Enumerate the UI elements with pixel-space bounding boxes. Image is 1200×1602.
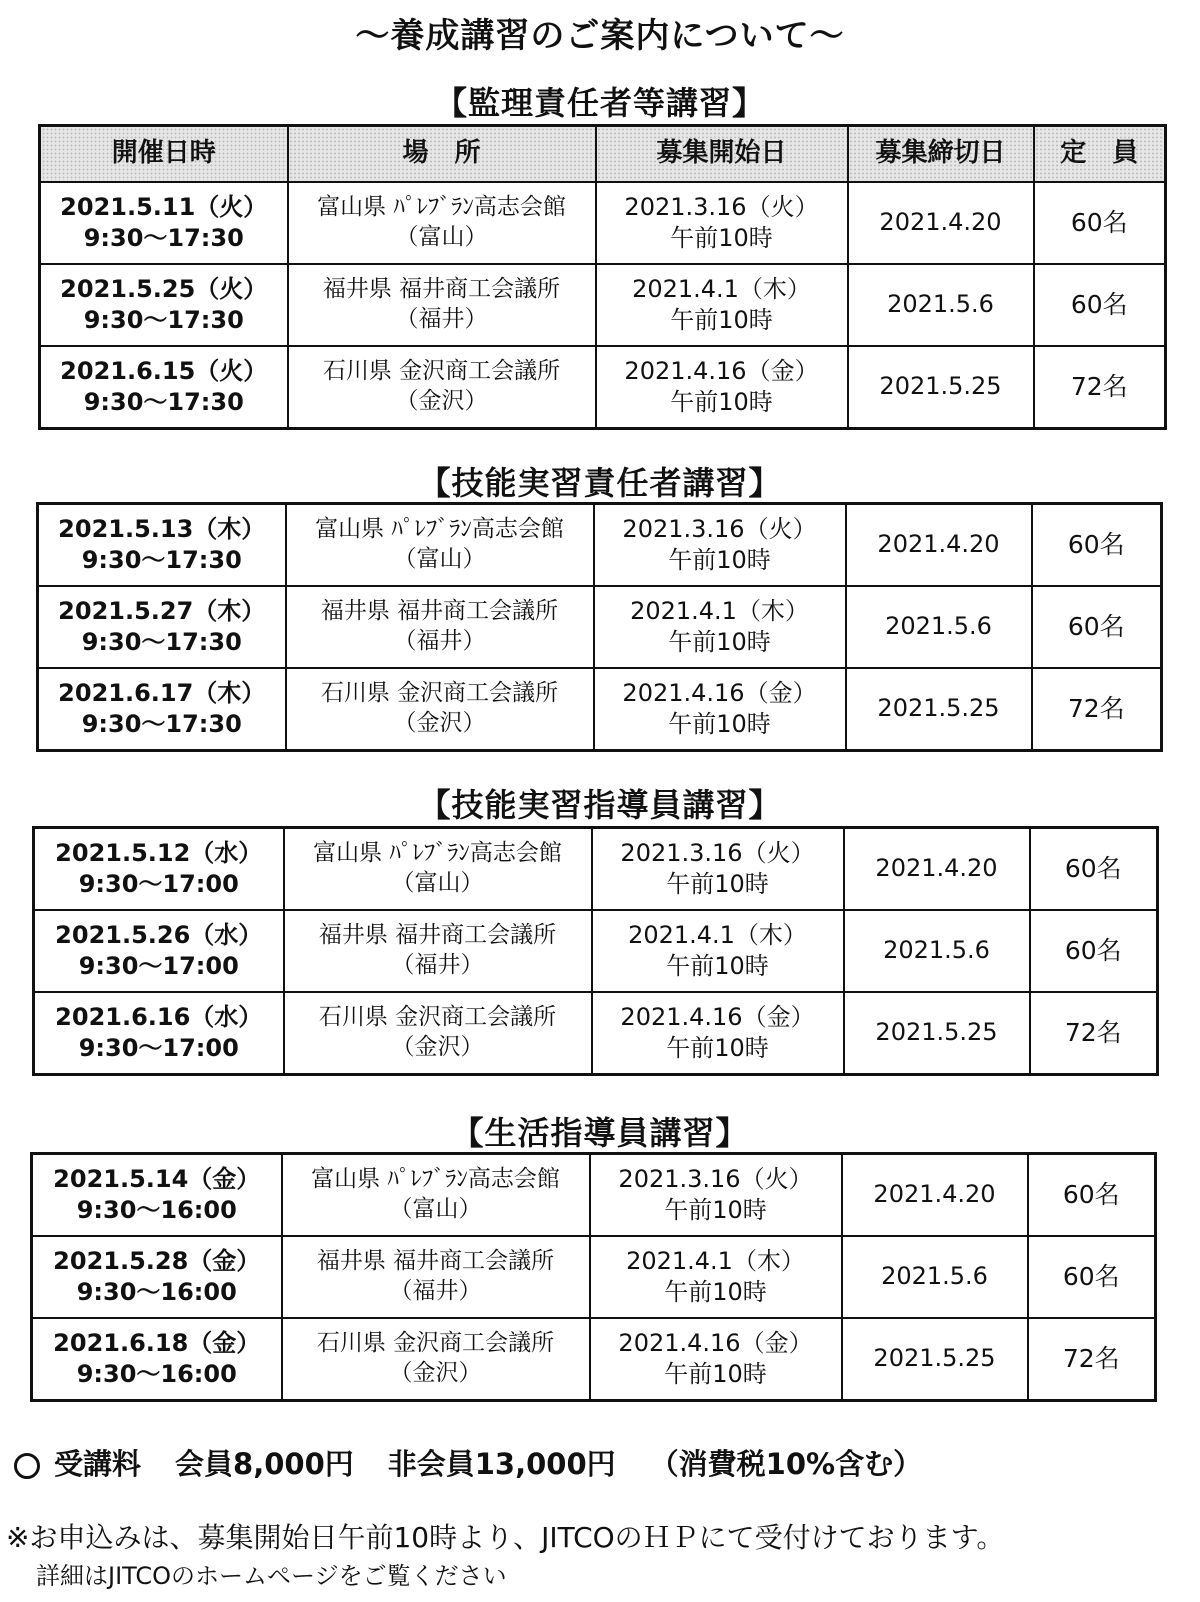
venue-text: 石川県 金沢商工会議所 (316, 1330, 555, 1357)
header-start: 募集開始日 (596, 126, 848, 183)
date-cell (40, 182, 288, 264)
date-text: 2021.6.17（木） (58, 678, 266, 707)
time-text: 9:30〜17:30 (81, 628, 242, 656)
table-row (38, 586, 1162, 668)
venue-text: 富山県 ﾊﾟﾚﾌﾞﾗﾝ高志会館 (313, 840, 562, 867)
date-cell (32, 1318, 282, 1401)
capacity-cell: 72名 (1030, 992, 1158, 1075)
start-date-text: 2021.4.16（金） (618, 1328, 813, 1357)
table-row (32, 1154, 1156, 1237)
start-cell (594, 586, 846, 668)
date-text: 2021.5.27（木） (58, 596, 266, 625)
start-cell (596, 182, 848, 264)
schedule-table (38, 124, 1167, 430)
place-cell (286, 668, 594, 751)
start-cell (590, 1236, 842, 1318)
date-cell (34, 992, 284, 1075)
start-cell (592, 910, 844, 992)
place-cell (288, 346, 596, 429)
time-text: 9:30〜17:30 (81, 546, 242, 574)
deadline-cell: 2021.5.25 (844, 992, 1030, 1075)
deadline-cell: 2021.4.20 (848, 182, 1034, 264)
fee-line (10, 1442, 1190, 1483)
venue-text: 富山県 ﾊﾟﾚﾌﾞﾗﾝ高志会館 (317, 194, 566, 221)
capacity-cell: 60名 (1032, 504, 1162, 587)
capacity-cell: 60名 (1030, 910, 1158, 992)
place-cell (288, 264, 596, 346)
start-date-text: 2021.3.16（火） (622, 514, 817, 543)
place-cell (284, 828, 592, 911)
start-time-text: 午前10時 (668, 628, 771, 656)
city-text: （金沢） (389, 1360, 482, 1386)
date-text: 2021.5.11（火） (60, 192, 268, 221)
start-cell (594, 504, 846, 587)
start-time-text: 午前10時 (670, 306, 773, 334)
city-text: （金沢） (391, 1034, 484, 1060)
date-text: 2021.6.18（金） (53, 1328, 261, 1357)
table-row (32, 1318, 1156, 1401)
start-date-text: 2021.4.1（木） (626, 1246, 805, 1275)
capacity-cell: 60名 (1028, 1236, 1156, 1318)
fee-label: 受講料 (54, 1447, 142, 1481)
time-text: 9:30〜16:00 (76, 1278, 237, 1306)
venue-text: 福井県 福井商工会議所 (322, 276, 561, 303)
page-title: 〜養成講習のご案内について〜 (355, 16, 845, 56)
date-text: 2021.5.13（木） (58, 514, 266, 543)
city-text: （富山） (395, 224, 488, 250)
fee-member: 会員8,000円 (175, 1447, 354, 1481)
place-cell (284, 910, 592, 992)
fee-nonmember: 非会員13,000円 (387, 1447, 616, 1481)
date-cell (34, 910, 284, 992)
capacity-cell: 72名 (1034, 346, 1166, 429)
section-title: 【技能実習責任者講習】 (418, 464, 782, 502)
start-date-text: 2021.4.16（金） (622, 678, 817, 707)
time-text: 9:30〜17:30 (83, 306, 244, 334)
date-cell (38, 668, 286, 751)
start-time-text: 午前10時 (670, 388, 773, 416)
start-date-text: 2021.3.16（火） (624, 192, 819, 221)
date-text: 2021.5.12（水） (55, 838, 263, 867)
deadline-cell: 2021.4.20 (842, 1154, 1028, 1237)
start-date-text: 2021.3.16（火） (618, 1164, 813, 1193)
venue-text: 福井県 福井商工会議所 (316, 1248, 555, 1275)
capacity-cell: 60名 (1028, 1154, 1156, 1237)
table-header-row (40, 126, 1166, 183)
city-text: （福井） (391, 952, 484, 978)
venue-text: 石川県 金沢商工会議所 (320, 680, 559, 707)
start-cell (592, 992, 844, 1075)
time-text: 9:30〜17:30 (81, 710, 242, 738)
capacity-cell: 60名 (1034, 182, 1166, 264)
deadline-cell: 2021.5.25 (848, 346, 1034, 429)
start-cell (590, 1154, 842, 1237)
capacity-cell: 60名 (1030, 828, 1158, 911)
start-date-text: 2021.4.16（金） (620, 1002, 815, 1031)
date-cell (32, 1236, 282, 1318)
venue-text: 福井県 福井商工会議所 (320, 598, 559, 625)
venue-text: 富山県 ﾊﾟﾚﾌﾞﾗﾝ高志会館 (315, 516, 564, 543)
details-note: 詳細はJITCOのホームページをご覧ください (36, 1562, 507, 1590)
section-title: 【技能実習指導員講習】 (418, 786, 782, 824)
header-place: 場 所 (288, 126, 596, 183)
place-cell (288, 182, 596, 264)
table-row (34, 910, 1158, 992)
time-text: 9:30〜17:00 (78, 870, 239, 898)
start-cell (590, 1318, 842, 1401)
time-text: 9:30〜17:00 (78, 1034, 239, 1062)
city-text: （福井） (395, 306, 488, 332)
date-text: 2021.5.26（水） (55, 920, 263, 949)
city-text: （富山） (393, 546, 486, 572)
schedule-table (30, 1152, 1157, 1402)
deadline-cell: 2021.4.20 (846, 504, 1032, 587)
date-cell (38, 504, 286, 587)
start-time-text: 午前10時 (666, 1034, 769, 1062)
date-text: 2021.6.15（火） (60, 356, 268, 385)
capacity-cell: 72名 (1032, 668, 1162, 751)
place-cell (282, 1154, 590, 1237)
city-text: （富山） (389, 1196, 482, 1222)
place-cell (284, 992, 592, 1075)
fee-tax-note: （消費税10%含む） (649, 1447, 923, 1481)
start-time-text: 午前10時 (664, 1196, 767, 1224)
date-cell (38, 586, 286, 668)
date-text: 2021.6.16（水） (55, 1002, 263, 1031)
time-text: 9:30〜17:30 (83, 388, 244, 416)
start-cell (594, 668, 846, 751)
deadline-cell: 2021.5.6 (844, 910, 1030, 992)
start-time-text: 午前10時 (664, 1360, 767, 1388)
place-cell (286, 586, 594, 668)
deadline-cell: 2021.5.6 (842, 1236, 1028, 1318)
schedule-table (32, 826, 1159, 1076)
place-cell (282, 1236, 590, 1318)
schedule-table (36, 502, 1163, 752)
date-text: 2021.5.25（火） (60, 274, 268, 303)
start-time-text: 午前10時 (668, 710, 771, 738)
place-cell (286, 504, 594, 587)
start-date-text: 2021.4.1（木） (628, 920, 807, 949)
table-row (38, 668, 1162, 751)
section-title: 【監理責任者等講習】 (434, 84, 765, 122)
table-row (40, 346, 1166, 429)
date-text: 2021.5.14（金） (53, 1164, 261, 1193)
place-cell (282, 1318, 590, 1401)
table-row (34, 828, 1158, 911)
deadline-cell: 2021.5.25 (846, 668, 1032, 751)
start-time-text: 午前10時 (664, 1278, 767, 1306)
start-cell (592, 828, 844, 911)
venue-text: 石川県 金沢商工会議所 (318, 1004, 557, 1031)
header-date: 開催日時 (40, 126, 288, 183)
table-row (32, 1236, 1156, 1318)
city-text: （金沢） (395, 388, 488, 414)
venue-text: 福井県 福井商工会議所 (318, 922, 557, 949)
start-cell (596, 346, 848, 429)
deadline-cell: 2021.5.6 (846, 586, 1032, 668)
date-cell (32, 1154, 282, 1237)
section-title: 【生活指導員講習】 (451, 1114, 749, 1152)
header-deadline: 募集締切日 (848, 126, 1034, 183)
time-text: 9:30〜16:00 (76, 1196, 237, 1224)
start-time-text: 午前10時 (666, 870, 769, 898)
table-row (40, 264, 1166, 346)
city-text: （福井） (389, 1278, 482, 1304)
venue-text: 富山県 ﾊﾟﾚﾌﾞﾗﾝ高志会館 (311, 1166, 560, 1193)
start-date-text: 2021.4.16（金） (624, 356, 819, 385)
start-date-text: 2021.3.16（火） (620, 838, 815, 867)
start-time-text: 午前10時 (666, 952, 769, 980)
date-cell (40, 346, 288, 429)
start-time-text: 午前10時 (668, 546, 771, 574)
capacity-cell: 60名 (1034, 264, 1166, 346)
city-text: （金沢） (393, 710, 486, 736)
time-text: 9:30〜16:00 (76, 1360, 237, 1388)
time-text: 9:30〜17:00 (78, 952, 239, 980)
capacity-cell: 72名 (1028, 1318, 1156, 1401)
header-capacity: 定 員 (1034, 126, 1166, 183)
deadline-cell: 2021.5.25 (842, 1318, 1028, 1401)
deadline-cell: 2021.4.20 (844, 828, 1030, 911)
city-text: （富山） (391, 870, 484, 896)
date-text: 2021.5.28（金） (53, 1246, 261, 1275)
venue-text: 石川県 金沢商工会議所 (322, 358, 561, 385)
date-cell (40, 264, 288, 346)
start-date-text: 2021.4.1（木） (630, 596, 809, 625)
start-date-text: 2021.4.1（木） (632, 274, 811, 303)
application-note: ※お申込みは、募集開始日午前10時より、JITCOのＨＰにて受付けております。 (6, 1521, 1005, 1554)
capacity-cell: 60名 (1032, 586, 1162, 668)
circle-bullet-icon (14, 1453, 40, 1479)
start-time-text: 午前10時 (670, 224, 773, 252)
city-text: （福井） (393, 628, 486, 654)
start-cell (596, 264, 848, 346)
table-row (38, 504, 1162, 587)
time-text: 9:30〜17:30 (83, 224, 244, 252)
table-row (40, 182, 1166, 264)
deadline-cell: 2021.5.6 (848, 264, 1034, 346)
date-cell (34, 828, 284, 911)
table-row (34, 992, 1158, 1075)
